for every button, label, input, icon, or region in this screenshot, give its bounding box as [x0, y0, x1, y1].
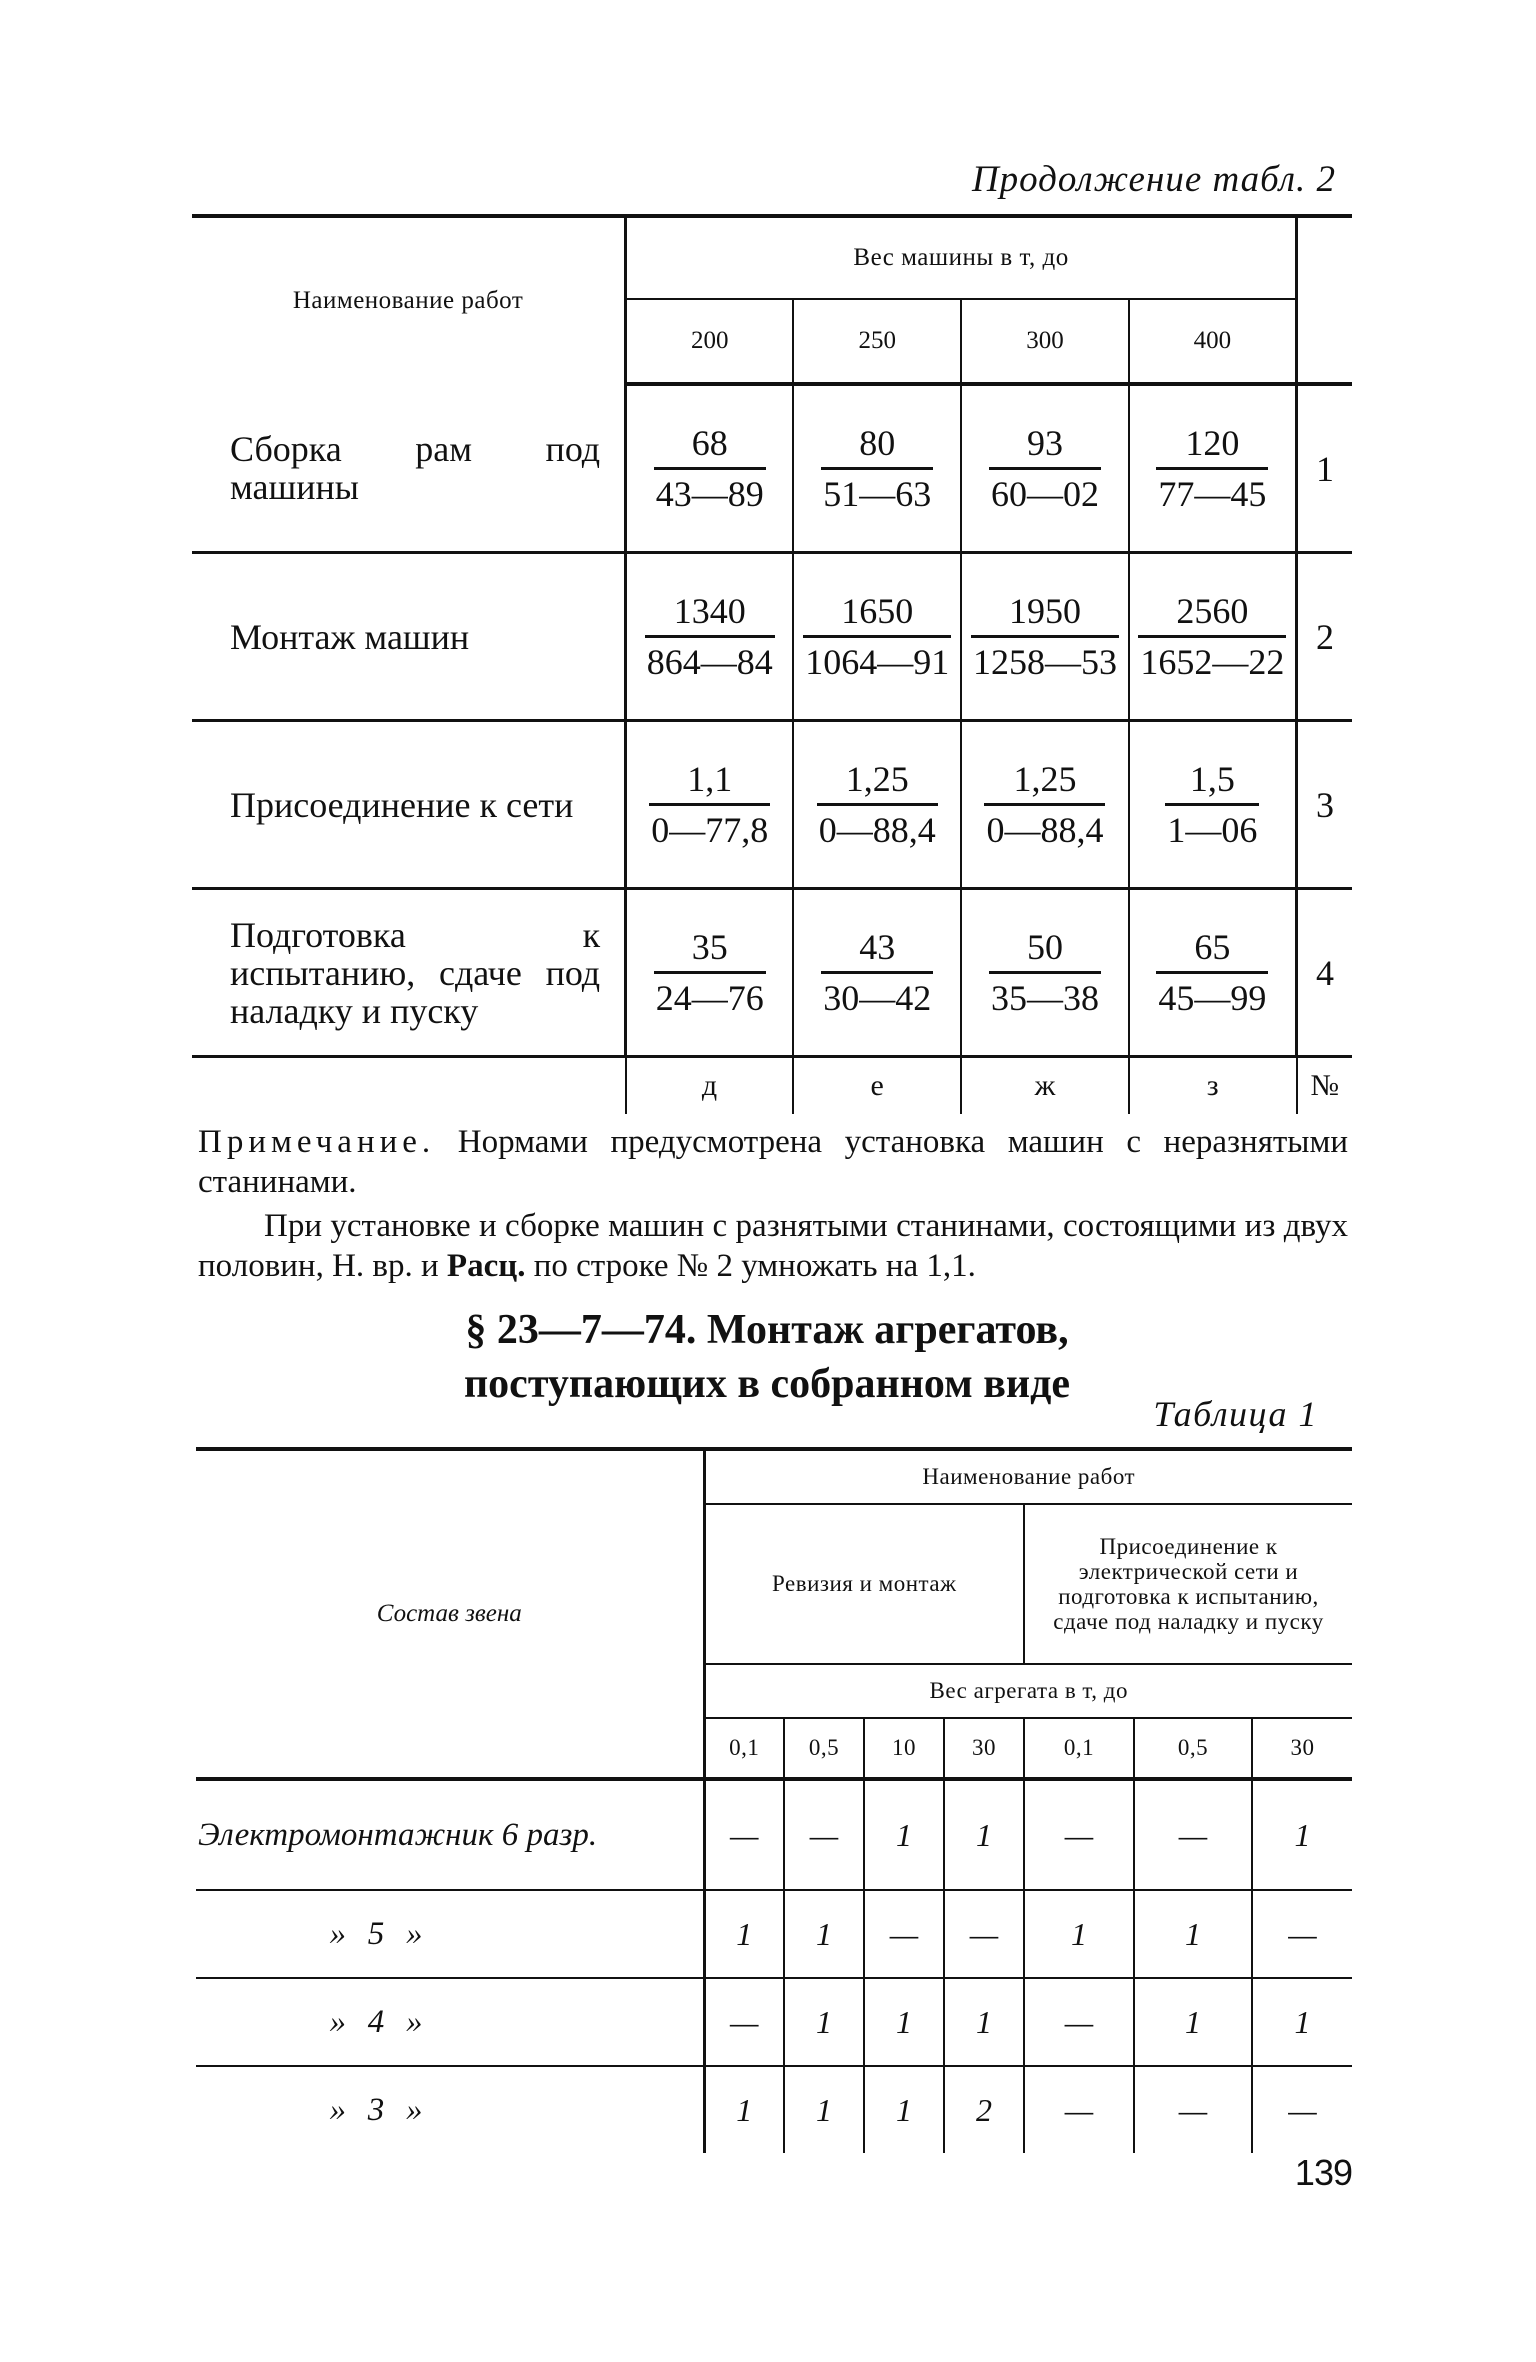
count-cell: —: [1134, 2066, 1252, 2153]
count-cell: 1: [864, 1978, 944, 2066]
table-label: Таблица 1: [1153, 1394, 1318, 1434]
norms-table: [192, 214, 1352, 1114]
norm-cell: $\frac{1,25}{0—88,4}$: [793, 721, 961, 889]
table-row: [192, 721, 1352, 889]
row-number: 4: [1297, 889, 1352, 1057]
count-cell: —: [704, 1779, 784, 1890]
header-crew-composition: Состав звена: [196, 1449, 704, 1779]
table-row: [192, 384, 1352, 553]
count-cell: —: [1134, 1779, 1252, 1890]
table-row: [192, 889, 1352, 1057]
norm-cell: $\frac{93}{60—02}$: [961, 384, 1129, 553]
note-text: Нормами предусмотрена установка машин с неразнятыми станинами.: [198, 1124, 1349, 1200]
norm-cell: $\frac{2560}{1652—22}$: [1129, 553, 1297, 721]
page-number: 139: [1294, 2152, 1352, 2193]
count-cell: —: [1024, 2066, 1134, 2153]
count-cell: —: [864, 1890, 944, 1978]
row-name: Сборка рам под машины: [192, 384, 626, 553]
row-name: Присоединение к сети: [192, 721, 626, 889]
norm-cell: $\frac{120}{77—45}$: [1129, 384, 1297, 553]
weight-header: 300: [961, 299, 1129, 384]
header-connection: Присоединение к электрической сети и подготовка к испытанию, сдаче под наладку и пуску: [1024, 1504, 1352, 1664]
row-number: 2: [1297, 553, 1352, 721]
weight-header: 200: [626, 299, 794, 384]
column-letter: е: [793, 1057, 961, 1115]
norm-cell: $\frac{43}{30—42}$: [793, 889, 961, 1057]
weight-header: 0,1: [1024, 1718, 1134, 1779]
column-letter: з: [1129, 1057, 1297, 1115]
count-cell: —: [1024, 1779, 1134, 1890]
count-cell: 1: [1134, 1890, 1252, 1978]
continuation-label: Продолжение табл. 2: [971, 159, 1336, 200]
norm-cell: $\frac{50}{35—38}$: [961, 889, 1129, 1057]
crew-member: » 5 »: [196, 1890, 704, 1978]
table-row: [196, 2066, 1352, 2153]
norm-cell: $\frac{1340}{864—84}$: [626, 553, 794, 721]
count-cell: 1: [784, 1978, 864, 2066]
count-cell: 1: [784, 2066, 864, 2153]
header-work-name: Наименование работ: [192, 216, 626, 384]
weight-header: 30: [1252, 1718, 1352, 1779]
header-machine-weight: Вес машины в т, до: [626, 216, 1297, 299]
note-bold-term: Расц.: [446, 1248, 526, 1284]
norm-cell: $\frac{65}{45—99}$: [1129, 889, 1297, 1057]
norm-cell: $\frac{80}{51—63}$: [793, 384, 961, 553]
crew-table: [196, 1447, 1352, 2153]
section-title: § 23—7—74. Монтаж агрегатов, поступающих в собранном виде: [463, 1307, 1071, 1407]
weight-header: 400: [1129, 299, 1297, 384]
weight-header: 30: [944, 1718, 1024, 1779]
norm-cell: $\frac{1,25}{0—88,4}$: [961, 721, 1129, 889]
norm-cell: $\frac{1,5}{1—06}$: [1129, 721, 1297, 889]
weight-header: 250: [793, 299, 961, 384]
column-letter: ж: [961, 1057, 1129, 1115]
count-cell: 1: [864, 1779, 944, 1890]
weight-header: 10: [864, 1718, 944, 1779]
row-number: 1: [1297, 384, 1352, 553]
row-name: Монтаж машин: [192, 553, 626, 721]
count-cell: 1: [1024, 1890, 1134, 1978]
header-unit-weight: Вес агрегата в т, до: [704, 1664, 1352, 1718]
count-cell: —: [784, 1779, 864, 1890]
note-text: по строке № 2 умножать на 1,1.: [533, 1248, 976, 1284]
count-cell: 1: [784, 1890, 864, 1978]
row-number: 3: [1297, 721, 1352, 889]
count-cell: —: [1288, 2091, 1317, 2128]
note-text: При установке и сборке машин с разнятыми станинами, состоящими из двух половин, Н. вр. и: [198, 1208, 1348, 1284]
crew-member: » 4 »: [196, 1978, 704, 2066]
header-work-names: Наименование работ: [704, 1449, 1352, 1504]
crew-member: Электромонтажник 6 разр.: [196, 1779, 704, 1890]
table-row: [196, 1890, 1352, 1978]
note-label: Примечание.: [198, 1124, 436, 1160]
weight-header: 0,5: [1134, 1718, 1252, 1779]
count-cell: —: [704, 1978, 784, 2066]
count-cell: 1: [1134, 1978, 1252, 2066]
count-cell: 1: [1252, 1779, 1352, 1890]
count-cell: —: [1252, 1890, 1352, 1978]
table-row: [196, 1978, 1352, 2066]
count-cell: 1: [944, 1779, 1024, 1890]
norm-cell: $\frac{68}{43—89}$: [626, 384, 794, 553]
count-cell: 1: [704, 1890, 784, 1978]
count-cell: —: [1024, 1978, 1134, 2066]
column-letters-row: [192, 1057, 1352, 1115]
norm-cell: $\frac{35}{24—76}$: [626, 889, 794, 1057]
crew-member: » 3 »: [196, 2066, 704, 2153]
count-cell: 1: [704, 2066, 784, 2153]
table-row: [192, 553, 1352, 721]
number-sign: №: [1310, 1069, 1340, 1102]
row-name: Подготовка к испытанию, сдаче под наладку и пуску: [192, 889, 626, 1057]
column-letter: д: [626, 1057, 794, 1115]
norm-cell: $\frac{1650}{1064—91}$: [793, 553, 961, 721]
weight-header: 0,5: [784, 1718, 864, 1779]
count-cell: 1: [944, 1978, 1024, 2066]
count-cell: —: [944, 1890, 1024, 1978]
count-cell: 2: [944, 2066, 1024, 2153]
table-row: [196, 1779, 1352, 1890]
count-cell: 1: [1252, 1978, 1352, 2066]
norm-cell: $\frac{1,1}{0—77,8}$: [626, 721, 794, 889]
header-revision: Ревизия и монтаж: [704, 1504, 1024, 1664]
norm-cell: $\frac{1950}{1258—53}$: [961, 553, 1129, 721]
weight-header: 0,1: [704, 1718, 784, 1779]
count-cell: 1: [864, 2066, 944, 2153]
note-block: [198, 1122, 1348, 1286]
